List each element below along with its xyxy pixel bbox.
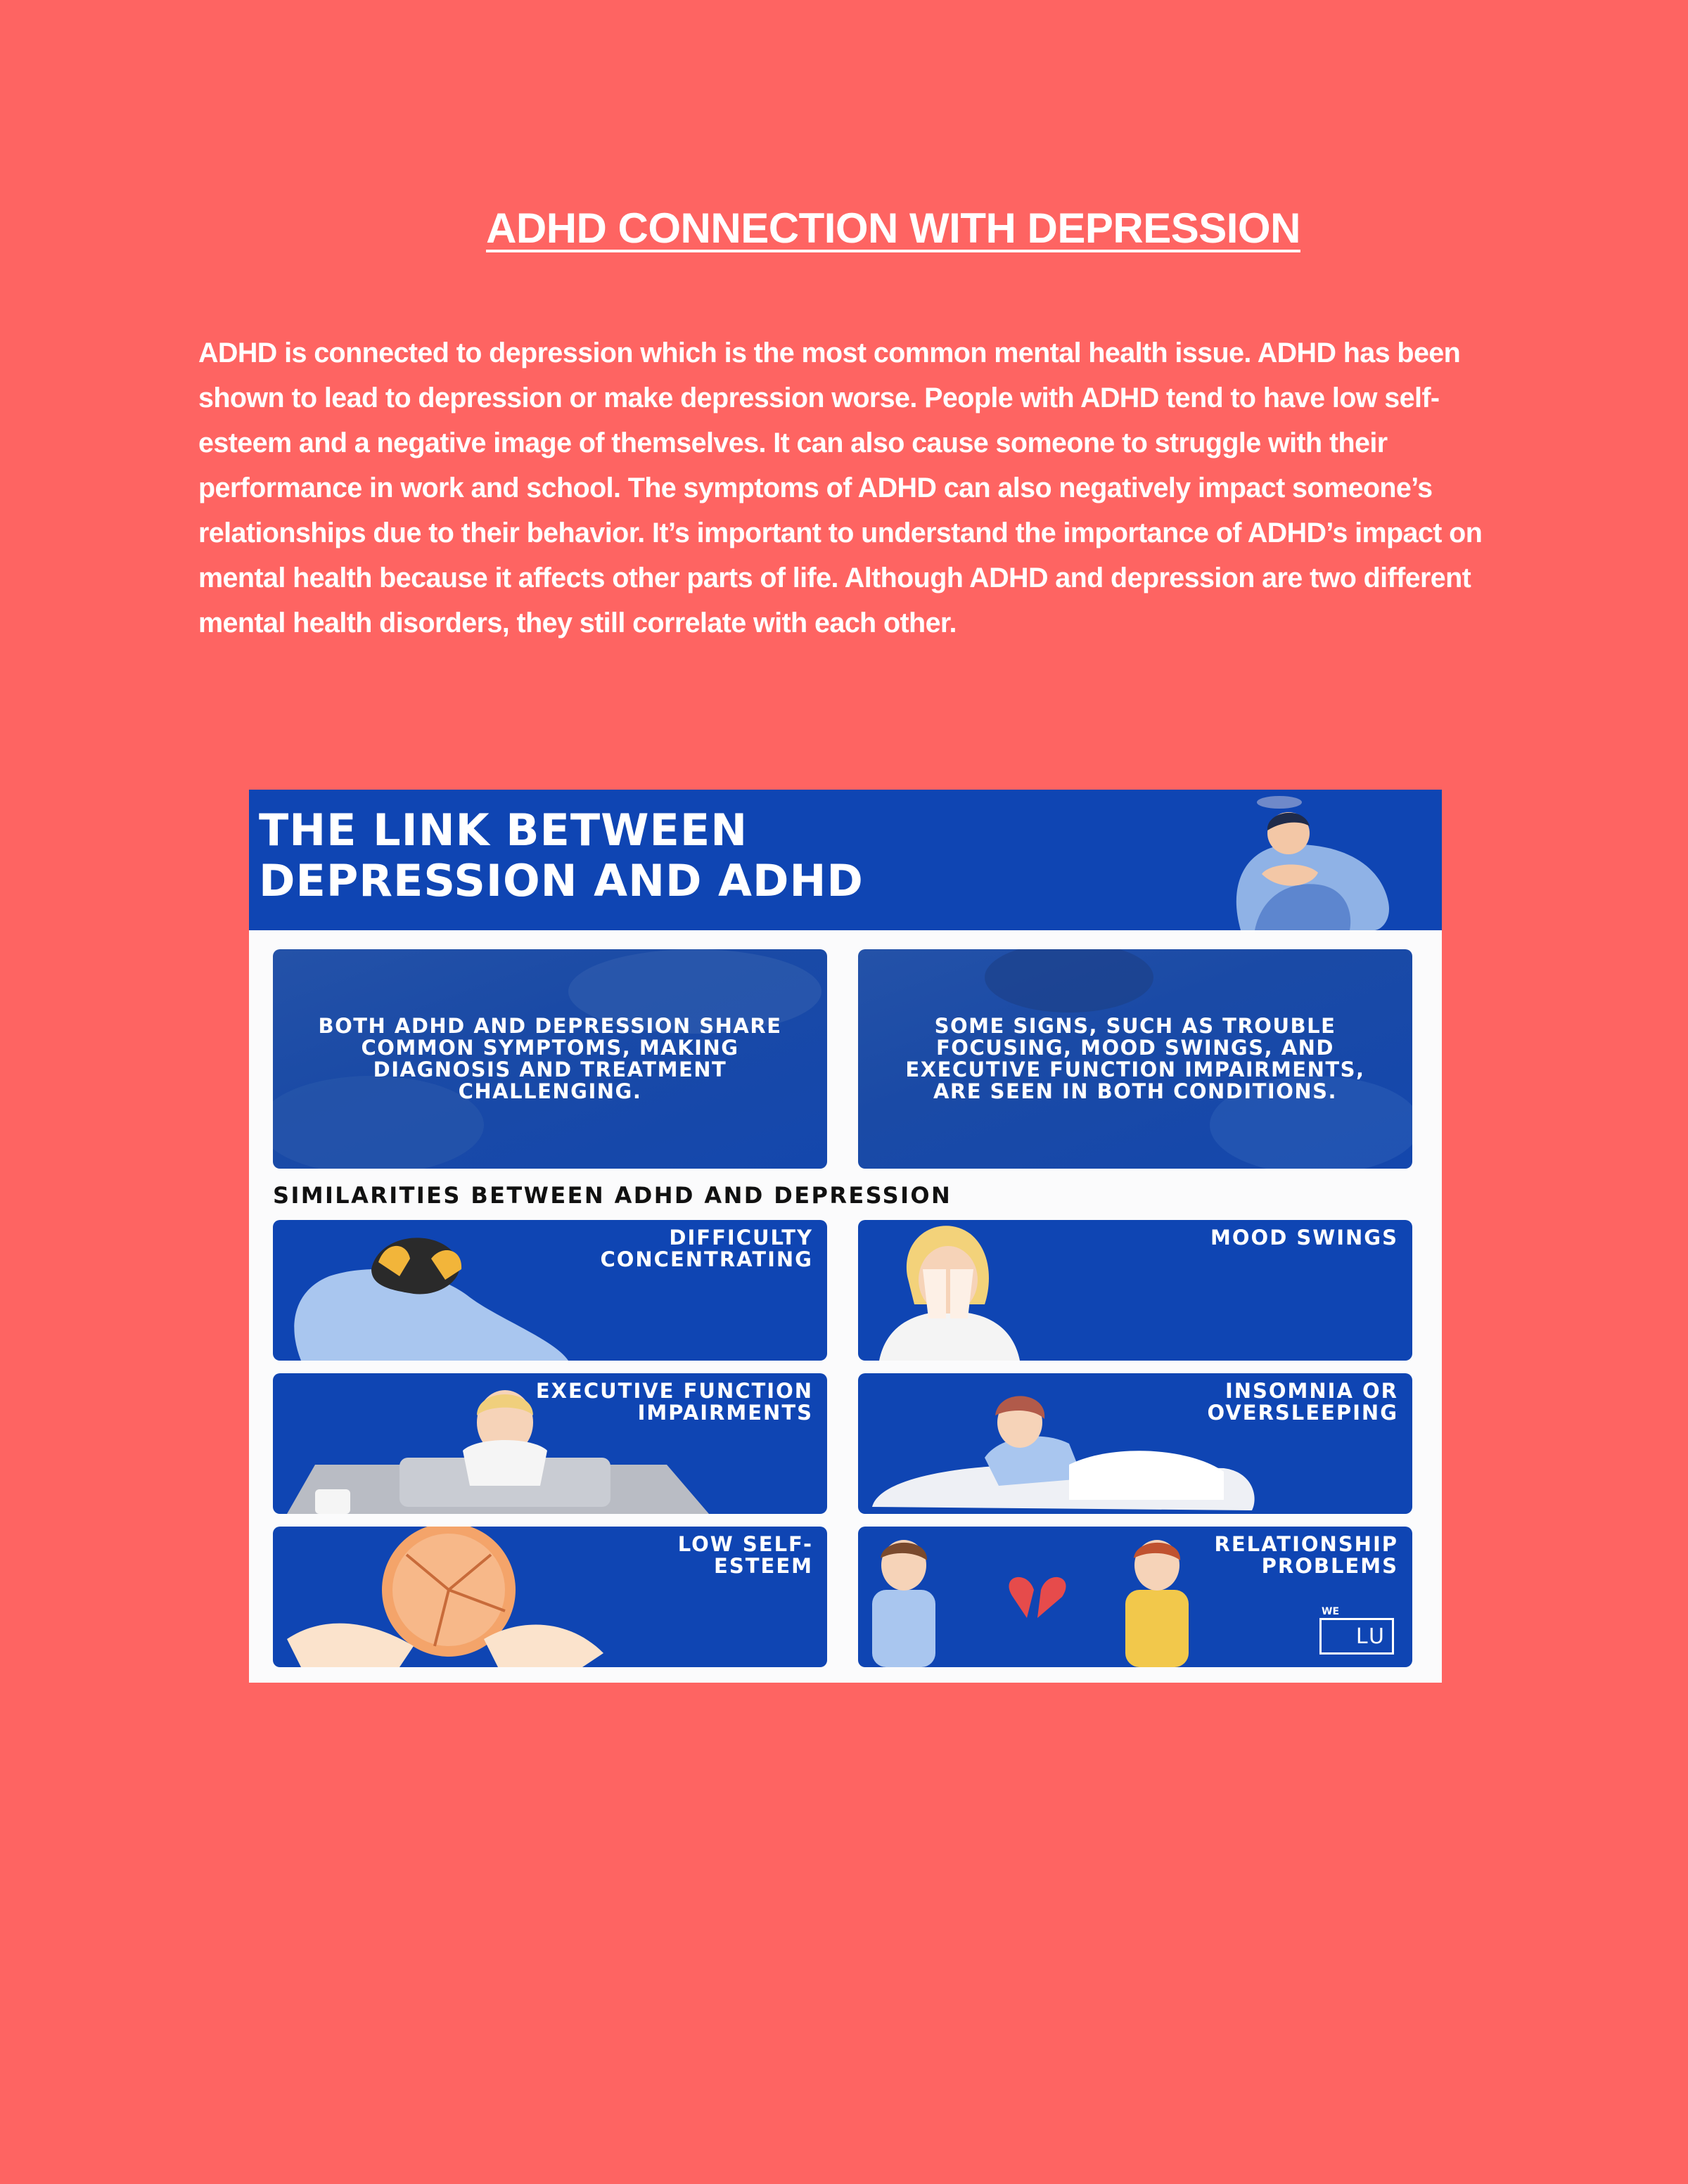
symptom-label-line: INSOMNIA OR — [1225, 1379, 1398, 1403]
symptom-card-difficulty-concentrating — [273, 1220, 827, 1361]
info-card-shared-symptoms-text: BOTH ADHD AND DEPRESSION SHARE COMMON SYMPTOMS, MAKING DIAGNOSIS AND TREATMENT CHALLENGING. — [318, 1014, 782, 1103]
info-card-shared-symptoms — [273, 949, 827, 1169]
body-paragraph: ADHD is connected to depression which is the most common mental health issue. ADHD has been shown to lead to depression or make depression worse. People with ADHD tend to have low self-esteem and a negative image of themselves. It can also cause someone to struggle with their performance in work and school. The symptoms of ADHD can also negatively impact someone’s relationships due to their behavior. It’s important to understand the importance of ADHD’s impact on mental health because it affects other parts of life. Although ADHD and depression are two different mental health disorders, they still correlate with each other. — [198, 338, 1483, 638]
symptom-card-low-self-esteem — [273, 1527, 827, 1667]
symptom-label-line: ESTEEM — [714, 1554, 813, 1578]
symptom-label-line: IMPAIRMENTS — [637, 1401, 813, 1425]
infographic-title-line-1: THE LINK BETWEEN — [259, 804, 748, 856]
symptom-label-insomnia — [1207, 1380, 1398, 1424]
symptom-label-line: CONCENTRATING — [600, 1247, 813, 1271]
infographic-header — [249, 790, 1442, 930]
logo-big-text: LU — [1355, 1624, 1386, 1649]
info-card-common-signs-text: SOME SIGNS, SUCH AS TROUBLE FOCUSING, MOOD SWINGS, AND EXECUTIVE FUNCTION IMPAIRMENTS, ARE SEEN IN BOTH CONDITIONS. — [905, 1014, 1365, 1103]
logo-small-text: WE — [1322, 1606, 1340, 1617]
infographic-title-line-2: DEPRESSION AND ADHD — [259, 855, 864, 906]
symptom-label-line: RELATIONSHIP — [1214, 1532, 1398, 1556]
symptom-card-insomnia — [858, 1373, 1412, 1514]
info-card-common-signs — [858, 949, 1412, 1169]
symptom-label-executive-function — [536, 1380, 813, 1424]
symptom-label-line: EXECUTIVE FUNCTION — [535, 1379, 813, 1403]
symptom-label-line: PROBLEMS — [1261, 1554, 1398, 1578]
symptom-label-line: DIFFICULTY — [669, 1226, 813, 1250]
symptom-label-relationship-problems — [1214, 1534, 1398, 1577]
symptom-label-line: MOOD SWINGS — [1210, 1226, 1398, 1250]
sad-person-illustration — [1213, 790, 1424, 930]
similarities-heading: SIMILARITIES BETWEEN ADHD AND DEPRESSION — [273, 1182, 952, 1209]
symptom-label-difficulty-concentrating — [600, 1227, 813, 1271]
page-title: ADHD CONNECTION WITH DEPRESSION — [486, 205, 1300, 252]
symptom-card-relationship-problems — [858, 1527, 1412, 1667]
adhd-depression-infographic — [249, 790, 1442, 1683]
we-level-up-logo — [1319, 1606, 1394, 1655]
symptom-label-line: LOW SELF- — [677, 1532, 813, 1556]
symptom-label-mood-swings — [1210, 1227, 1398, 1249]
symptom-label-line: OVERSLEEPING — [1207, 1401, 1398, 1425]
infographic-title — [259, 805, 864, 906]
symptom-label-low-self-esteem — [678, 1534, 813, 1577]
symptom-card-mood-swings — [858, 1220, 1412, 1361]
symptom-card-executive-function — [273, 1373, 827, 1514]
